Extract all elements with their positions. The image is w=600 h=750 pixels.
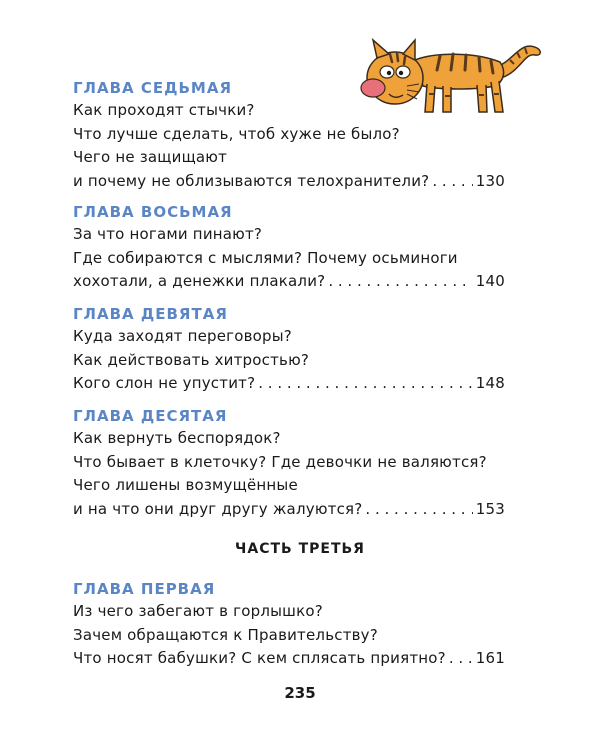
chapter-ten — [73, 405, 505, 521]
leader-dots — [449, 647, 473, 671]
toc-line: Как вернуть беспорядок? — [73, 429, 281, 447]
chapter-one — [73, 578, 505, 671]
page-ref: 161 — [475, 649, 505, 667]
chapter-title: ГЛАВА ПЕРВАЯ — [73, 580, 216, 598]
leader-dots — [258, 372, 473, 396]
toc-line: Где собираются с мыслями? Почему осьминоги — [73, 248, 458, 267]
toc-line: Что бывает в клеточку? Где девочки не валяются? — [73, 452, 487, 471]
page-ref: 140 — [475, 272, 505, 290]
chapter-title: ГЛАВА ДЕСЯТАЯ — [73, 407, 228, 425]
page-number: 235 — [284, 684, 316, 702]
leader-dots — [365, 498, 472, 522]
part-title: ЧАСТЬ ТРЕТЬЯ — [235, 541, 365, 557]
toc-entry[interactable] — [73, 498, 505, 522]
toc-entry[interactable] — [73, 647, 505, 671]
leader-dots — [432, 170, 472, 194]
page-ref: 148 — [475, 374, 505, 392]
chapter-nine — [73, 303, 505, 396]
toc-line: Чего лишены возмущённые — [73, 476, 298, 494]
chapter-seven — [73, 77, 505, 193]
chapter-title: ГЛАВА ВОСЬМАЯ — [73, 203, 233, 221]
chapter-title: ГЛАВА ДЕВЯТАЯ — [73, 305, 228, 323]
toc-line: Что носят бабушки? С кем сплясать приятно? — [73, 649, 446, 667]
leader-dots — [328, 270, 472, 294]
toc-line: и почему не облизываются телохранители? — [73, 171, 430, 190]
toc-entry[interactable] — [73, 372, 505, 396]
page-ref: 130 — [475, 171, 505, 190]
toc-line: Кого слон не упустит? — [73, 374, 256, 392]
toc-line: Куда заходят переговоры? — [73, 327, 292, 345]
toc-line: Что лучше сделать, чтоб хуже не было? — [73, 124, 400, 143]
toc-line: хохотали, а денежки плакали? — [73, 272, 326, 290]
chapter-eight — [73, 201, 505, 294]
toc-entry[interactable] — [73, 170, 505, 194]
toc-line: Из чего забегают в горлышко? — [73, 602, 323, 620]
toc-line: Как проходят стычки? — [73, 101, 255, 119]
page-ref: 153 — [475, 499, 505, 518]
toc-line: и на что они друг другу жалуются? — [73, 499, 363, 518]
toc-line: За что ногами пинают? — [73, 225, 263, 243]
toc-line: Чего не защищают — [73, 148, 228, 166]
toc-line: Как действовать хитростью? — [73, 350, 310, 369]
toc-entry[interactable] — [73, 270, 505, 294]
chapter-title: ГЛАВА СЕДЬМАЯ — [73, 79, 233, 97]
toc-line: Зачем обращаются к Правительству? — [73, 625, 378, 644]
